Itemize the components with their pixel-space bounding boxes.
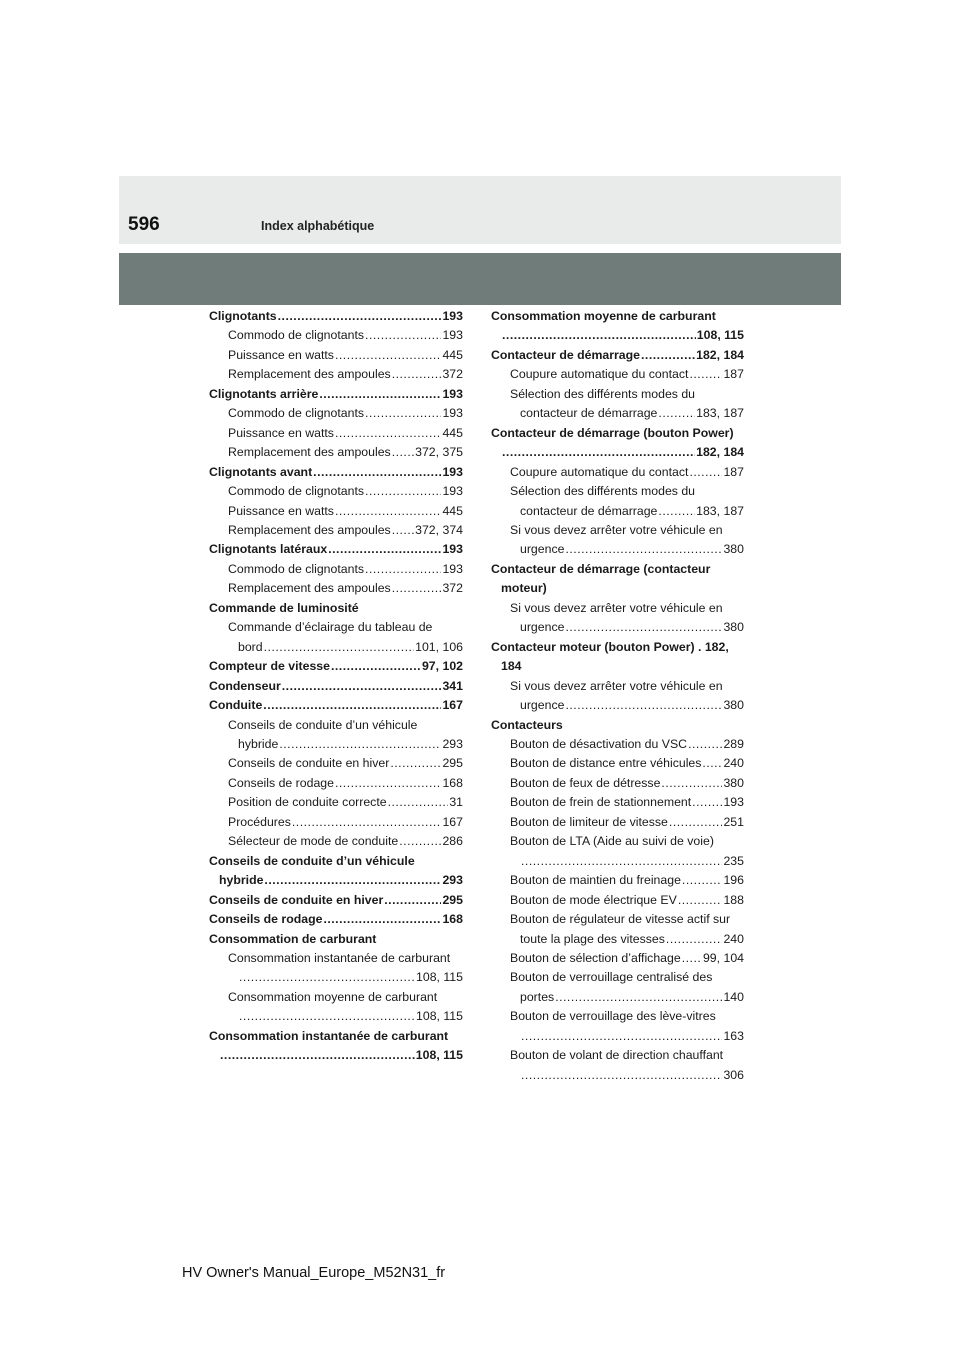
entry-label: contacteur de démarrage [520,406,658,421]
entry-line [510,540,744,559]
entry-line [510,813,744,832]
entry-page: 97, 102 [421,659,463,674]
entry-line [228,326,463,345]
index-entry [209,657,463,676]
footer-text: HV Owner's Manual_Europe_M52N31_fr [182,1265,446,1281]
entry-label: Remplacement des ampoules [228,581,391,596]
entry-page: 295 [442,756,463,771]
entry-line [510,735,744,754]
entry-label: Commodo de clignotants [228,328,365,343]
entry-label: hybride [238,736,279,751]
entry-line [491,326,744,345]
entry-label: Remplacement des ampoules [228,367,391,382]
entry-label: Contacteur moteur (bouton Power) . 182, [491,639,729,654]
entry-page: 193 [442,464,463,479]
entry-page: 293 [442,736,463,751]
dot-leader [392,443,414,462]
dot-leader [335,774,442,793]
entry-line [228,813,463,832]
dot-leader [388,793,449,812]
dot-leader [689,463,722,482]
dot-leader [264,871,441,890]
dot-leader [565,618,722,637]
index-subentry [209,521,463,540]
dot-leader [688,735,722,754]
entry-label: Clignotants [209,309,277,323]
entry-label: Sélection des différents modes du [510,484,696,499]
dot-leader [384,891,441,910]
entry-line [209,657,463,676]
entry-line [228,793,463,812]
entry-label: hybride [219,873,264,888]
entry-line [510,696,744,715]
entry-page: 380 [723,620,744,635]
entry-label: Contacteur de démarrage (contacteur [491,561,711,576]
dot-leader [264,638,415,657]
dot-leader [335,346,442,365]
entry-label: Bouton de verrouillage des lève-vitres [510,1009,716,1024]
entry-line [209,1046,463,1065]
index-subentry [491,754,744,773]
entry-page: 168 [442,775,463,790]
index-entry [209,463,463,482]
header-band [119,253,841,305]
dot-leader [331,657,421,676]
dot-leader [666,930,723,949]
entry-page: 99, 104 [702,950,744,965]
entry-page: 295 [442,892,463,907]
entry-page: 108, 115 [416,1009,463,1024]
entry-line [209,871,463,890]
entry-label: Conduite [209,698,263,713]
entry-page: 193 [442,406,463,421]
entry-line [209,385,463,404]
entry-line [228,832,463,851]
entry-page: 251 [723,814,744,829]
index-subentry [209,949,463,988]
dot-leader [392,521,414,540]
entry-page: 289 [723,736,744,751]
index-subentry [209,716,463,755]
entry-label: Bouton de verrouillage centralisé des [510,970,713,985]
index-subentry [491,813,744,832]
entry-page: 445 [442,425,463,440]
entry-line [228,443,463,462]
index-entry [209,696,463,715]
entry-page: 286 [442,834,463,849]
entry-label: Bouton de LTA (Aide au suivi de voie) [510,834,714,849]
entry-label: bord [238,639,263,654]
entry-page: 140 [723,989,744,1004]
entry-line [510,618,744,637]
entry-page: 188 [723,892,744,907]
dot-leader [313,463,441,482]
dot-leader [365,326,441,345]
dot-leader [521,1066,722,1085]
entry-label: Consommation moyenne de carburant [228,989,438,1004]
entry-label: Conseils de rodage [228,775,334,790]
index-subentry [491,891,744,910]
entry-page: 108, 115 [416,970,463,985]
entry-label: Coupure automatique du contact [510,367,689,382]
index-subentry [209,754,463,773]
index-subentry [491,774,744,793]
entry-label: Bouton de distance entre véhicules [510,756,702,771]
index-subentry [209,424,463,443]
entry-label: Contacteurs [491,717,563,732]
dot-leader [502,443,695,462]
entry-line [228,754,463,773]
dot-leader [658,502,695,521]
entry-line [228,638,463,657]
entry-label: Bouton de désactivation du VSC [510,736,688,751]
entry-label: Consommation instantanée de carburant [228,950,451,965]
index-subentry [209,326,463,345]
entry-label: Conseils de rodage [209,912,323,927]
entry-page: 380 [723,698,744,713]
entry-page: 108, 115 [696,328,744,343]
entry-label: Conseils de conduite d’un véhicule [209,853,415,868]
entry-label: Puissance en watts [228,425,334,440]
index-subentry [209,774,463,793]
entry-page: 341 [442,678,463,693]
page-number: 596 [128,214,160,235]
dot-leader [682,871,723,890]
entry-page: 193 [442,309,463,323]
index-entry [491,638,744,677]
entry-line [228,502,463,521]
entry-label: Conseils de conduite en hiver [209,892,384,907]
index-subentry [491,832,744,871]
entry-label: Sélection des différents modes du [510,386,696,401]
index-subentry [209,482,463,501]
entry-page: 372 [442,367,463,382]
index-subentry [209,988,463,1027]
entry-page: 445 [442,347,463,362]
index-subentry [491,463,744,482]
index-subentry [209,832,463,851]
entry-line [510,404,744,423]
entry-label: Contacteur de démarrage [491,347,640,362]
dot-leader [565,696,722,715]
dot-leader [292,813,442,832]
dot-leader [365,482,441,501]
dot-leader [689,365,722,384]
entry-line [510,365,744,384]
entry-line [510,502,744,521]
dot-leader [641,346,695,365]
entry-line [510,891,744,910]
index-subentry [209,346,463,365]
index-subentry [209,813,463,832]
dot-leader [335,424,442,443]
dot-leader [669,813,723,832]
dot-leader [521,1027,722,1046]
entry-page: 193 [442,328,463,343]
entry-page: 445 [442,503,463,518]
entry-label: urgence [520,620,565,635]
index-entry [209,891,463,910]
dot-leader [278,307,442,326]
index-entry [209,599,463,618]
index-entry [209,852,463,891]
index-subentry [491,521,744,560]
index-subentry [491,677,744,716]
entry-label: Bouton de limiteur de vitesse [510,814,668,829]
entry-page: 167 [442,814,463,829]
entry-label: Conseils de conduite d’un véhicule [228,717,418,732]
entry-label: Position de conduite correcte [228,795,387,810]
dot-leader [702,754,722,773]
index-subentry [209,365,463,384]
entry-line [510,930,744,949]
entry-line [209,540,463,559]
entry-page: 193 [442,386,463,401]
index-subentry [209,579,463,598]
entry-label: Sélecteur de mode de conduite [228,834,399,849]
entry-line [209,891,463,910]
entry-label: Puissance en watts [228,503,334,518]
index-entry [491,307,744,346]
entry-line [209,910,463,929]
dot-leader [692,793,722,812]
index-subentry [491,793,744,812]
entry-label: Clignotants arrière [209,386,319,401]
entry-page: 193 [442,542,463,557]
entry-page: 163 [723,1028,744,1043]
entry-label: Bouton de mode électrique EV [510,892,677,907]
dot-leader [392,579,442,598]
index-entry [491,716,744,735]
entry-page: 293 [442,873,463,888]
entry-line [510,988,744,1007]
header-bar [119,176,841,244]
dot-leader [220,1046,415,1065]
entry-page: 167 [442,698,463,713]
index-entry [491,424,744,463]
dot-leader [239,968,415,987]
index-entry [209,910,463,929]
entry-label: Bouton de régulateur de vitesse actif sur [510,912,731,927]
dot-leader [390,754,441,773]
entry-page: 193 [442,561,463,576]
entry-label: Bouton de sélection d’affichage [510,950,681,965]
index-subentry [209,793,463,812]
entry-line [209,307,463,326]
index-entry [209,677,463,696]
index-entry [209,930,463,949]
entry-label: Commande de luminosité [209,600,359,615]
entry-label: Si vous devez arrêter votre véhicule en [510,678,723,693]
entry-page: 187 [723,464,744,479]
entry-label-cont: moteur) [501,581,547,596]
entry-label: Commodo de clignotants [228,561,365,576]
entry-label: Consommation instantanée de carburant [209,1028,449,1043]
index-subentry [209,560,463,579]
index-subentry [491,599,744,638]
entry-label: urgence [520,542,565,557]
entry-label: Puissance en watts [228,347,334,362]
entry-page: 168 [442,912,463,927]
entry-page: 240 [723,931,744,946]
entry-label: Commande d’éclairage du tableau de [228,620,433,635]
entry-label: Bouton de maintien du freinage [510,873,681,888]
index-subentry [491,385,744,424]
entry-label: Clignotants latéraux [209,542,328,557]
entry-page: 196 [723,873,744,888]
dot-leader [678,891,723,910]
entry-line [491,346,744,365]
entry-line [228,735,463,754]
entry-page: 372, 374 [415,522,463,537]
entry-page: 187 [723,367,744,382]
dot-leader [521,852,722,871]
entry-line [228,1007,463,1026]
entry-page: 240 [723,756,744,771]
entry-label: toute la plage des vitesses [520,931,665,946]
entry-line [510,852,744,871]
entry-label: urgence [520,698,565,713]
entry-page: 372, 375 [415,445,463,460]
entry-label: Consommation de carburant [209,931,377,946]
dot-leader [682,949,702,968]
entry-page: 306 [723,1067,744,1082]
entry-line [491,443,744,462]
entry-label: Clignotants avant [209,464,313,479]
entry-label: Compteur de vitesse [209,659,330,674]
index-entry [209,1027,463,1066]
entry-page: 193 [723,795,744,810]
index-entry [491,560,744,599]
entry-label: contacteur de démarrage [520,503,658,518]
entry-page: 108, 115 [415,1048,463,1063]
index-entry [491,346,744,365]
entry-page: 235 [723,853,744,868]
dot-leader [502,326,696,345]
entry-line [209,696,463,715]
index-entry [209,307,463,326]
entry-label: Condenseur [209,678,281,693]
entry-line [510,1027,744,1046]
section-title: Index alphabétique [261,219,375,233]
dot-leader [335,502,442,521]
dot-leader [555,988,722,1007]
entry-line [510,1066,744,1085]
index-subentry [491,968,744,1007]
entry-label: Si vous devez arrêter votre véhicule en [510,600,723,615]
entry-line [228,521,463,540]
dot-leader [392,365,442,384]
dot-leader [399,832,441,851]
entry-line [228,968,463,987]
dot-leader [282,677,442,696]
index-column-left [209,307,463,1066]
dot-leader [365,404,441,423]
index-subentry [491,365,744,384]
entry-label: portes [520,989,555,1004]
entry-line [228,579,463,598]
index-subentry [491,735,744,754]
entry-line [228,482,463,501]
entry-line [510,754,744,773]
entry-page: 193 [442,484,463,499]
index-entry [209,540,463,559]
entry-label: Bouton de feux de détresse [510,775,661,790]
dot-leader [279,735,441,754]
entry-page: 183, 187 [696,406,744,421]
index-subentry [209,502,463,521]
entry-label: Bouton de volant de direction chauffant [510,1048,724,1063]
index-subentry [491,1046,744,1085]
entry-label: Si vous devez arrêter votre véhicule en [510,522,723,537]
entry-line [510,463,744,482]
entry-label-cont: 184 [501,659,522,674]
index-subentry [209,618,463,657]
entry-line [228,346,463,365]
entry-label: Remplacement des ampoules [228,522,391,537]
entry-label: Procédures [228,814,291,829]
index-subentry [491,1007,744,1046]
entry-line [510,949,744,968]
index-subentry [491,871,744,890]
entry-line [510,871,744,890]
dot-leader [263,696,441,715]
dot-leader [319,385,441,404]
entry-line [510,774,744,793]
entry-page: 372 [442,581,463,596]
entry-line [228,560,463,579]
index-subentry [491,949,744,968]
index-entry [209,385,463,404]
entry-label: Commodo de clignotants [228,484,365,499]
dot-leader [239,1007,415,1026]
dot-leader [658,404,695,423]
entry-page: 31 [449,795,463,810]
dot-leader [661,774,722,793]
entry-label: Consommation moyenne de carburant [491,309,716,323]
entry-line [510,793,744,812]
dot-leader [323,910,441,929]
entry-page: 380 [723,775,744,790]
entry-label: Conseils de conduite en hiver [228,756,390,771]
entry-line [228,404,463,423]
entry-page: 182, 184 [696,347,744,362]
entry-label: Contacteur de démarrage (bouton Power) [491,425,734,440]
entry-label: Remplacement des ampoules [228,445,391,460]
dot-leader [365,560,441,579]
dot-leader [328,540,441,559]
index-subentry [491,482,744,521]
entry-page: 182, 184 [696,445,744,460]
index-column-right [491,307,744,1085]
entry-page: 380 [723,542,744,557]
entry-line [228,365,463,384]
entry-page: 101, 106 [415,639,463,654]
entry-label: Bouton de frein de stationnement [510,795,692,810]
entry-line [209,677,463,696]
index-subentry [209,404,463,423]
index-subentry [209,443,463,462]
entry-line [209,463,463,482]
entry-line [228,424,463,443]
entry-label: Coupure automatique du contact [510,464,689,479]
dot-leader [565,540,722,559]
index-subentry [491,910,744,949]
entry-line [228,774,463,793]
entry-label: Commodo de clignotants [228,406,365,421]
entry-page: 183, 187 [696,503,744,518]
